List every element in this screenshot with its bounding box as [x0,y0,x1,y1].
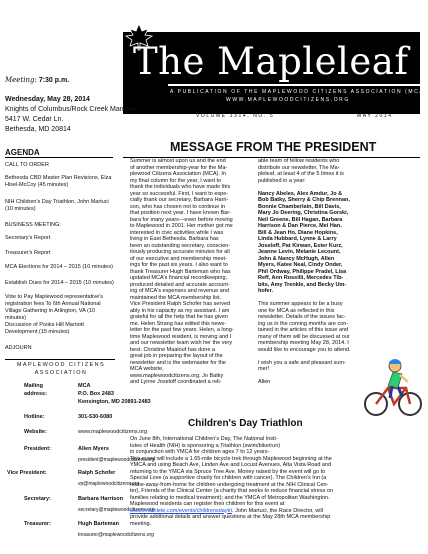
text-line: newsletter and is the webmaster for the [130,359,226,366]
text-fragment: . John Martuci, the Race Director, will [232,507,323,514]
agenda-item: Bethesda CBD Master Plan Revisions, Elza Hisel-McCoy (45 minutes) [5,175,112,188]
agenda-item: BUSINESS MEETING: [5,222,61,228]
text-line: Bill & Jean Ho, Diane Hopkins, [258,229,338,236]
text-line: newsletter. Details of the issues fac- [258,314,346,320]
text-line: bara for many years—even before moving [130,216,233,223]
text-line: Linda Hubbard, Lynne & Larry [258,236,337,242]
text-line: living in East Bethesda. Barbara has [130,236,219,242]
text-line: Joseloff, Pat Kirwan, Ester Kurz, [258,242,343,249]
text-line: Vice President Ralph Schofer has served [130,301,231,307]
hotline-label: Hotline: [24,414,45,420]
text-line: year so successful. First, I want to espe- [130,190,229,197]
address-line-2: P.O. Box 2483 [78,391,114,397]
masthead-rule [168,84,420,86]
triathlon-article [130,436,422,527]
address-label: address: [24,391,47,397]
officer-name: Barbara Harrison [78,496,123,502]
text-line: and Lynne Joseloff coordinated a reli- [130,379,222,385]
text-line: Reff, Ann Rossilli, Mercedes Tib- [258,275,344,281]
text-line: On June 8th, International Children's Day, The National Insti- [130,436,278,442]
agenda-heading: AGENDA [5,148,113,158]
text-line: that position next year. I have known Bar- [130,210,231,216]
text-line: thank Treasurer Hugh Barteman who has [130,268,231,275]
text-line: interested in civic activities while I was [130,229,224,236]
text-line: bits, Amy Trenkle, and Becky Um- [258,281,347,288]
meeting-street: 5417 W. Cedar Ln. [5,116,64,123]
text-line: I wish you a safe and pleasant sum- [258,359,346,366]
mailing-label: Mailing [24,383,43,389]
meeting-time-value: 7:30 p.m. [38,77,70,84]
masthead-website: WWW.MAPLEWOODCITIZENS.ORG [226,97,350,103]
officer-name: Ralph Schofer [78,470,116,476]
text-line: This summer appears to be a busy [258,301,343,307]
text-line: thank the individuals who have made this [130,184,231,190]
meeting-venue: Knights of Columbus/Rock Creek Mansion [5,106,137,113]
triathlon-headline: Children's Day Triathlon [188,418,303,429]
officer-email[interactable]: president@maplewoodcitizens.org [78,457,155,463]
agenda-item: Vote to Pay Maplewood representative's registration fees To 6th Annual National Village Gathering in Arlington, VA (10 minutes) [5,294,103,321]
text-line: Special Love (a supportive charity for children with cancer). The Children's Inn (a [130,475,327,481]
meeting-label: Meeting: [5,76,37,84]
officer-email[interactable]: treasurer@maplewoodcitizens.org [78,532,154,538]
text-line: home-away-from-home for children undergoing treatment at the NIH Clinical Cen- [130,481,329,488]
hotline-number: 301-530-6080 [78,414,113,420]
child-cyclist-icon [362,358,424,418]
issue-date: MAY 2014 [357,113,393,119]
agenda-item: Secretary's Report [5,235,51,241]
address-line-1: MCA [78,383,91,389]
association-heading: MAPLEWOOD CITIZENS [16,362,106,368]
text-line: Maplewood residents can register their children for this event at [130,501,285,507]
registration-link[interactable]: www.imathlete.com/events/childrensdaytri [130,507,233,514]
officer-email[interactable]: vp@maplewoodcitizens.org [78,481,140,487]
officer-role: Vice President: [7,470,47,476]
volume-line: VOLUME 1314, NO. 5 [196,113,275,119]
text-line: to Maplewood in 2001. Her mother got me [130,223,233,229]
text-line: in conjunction with YMCA for children ages 7 to 12 years- [130,449,270,455]
text-line: son, who has chosen not to continue in [130,203,226,210]
agenda-item: Establish Dues for 2014 – 2015 (10 minutes) [5,280,114,286]
text-line: ter), Friends of the Clinical Center (a charity that seeks to reduce financial stress on [130,488,333,494]
text-line: ing us in the coming months are con- [258,320,349,327]
president-message-headline: MESSAGE FROM THE PRESIDENT [170,140,377,154]
text-line: many of them will be discussed at our [258,333,350,340]
meeting-city: Bethesda, MD 20814 [5,126,71,133]
text-line: plewood Citizens Association (MCA). In [130,171,226,177]
text-line: This event will include a 1.65-mile bicycle trek through Maplewood beginning at the [130,455,332,462]
text-line: pleleaf, at least 4 of the 5 times it is [258,171,344,177]
meeting-date: Wednesday, May 28, 2014 [5,96,90,103]
text-line: grateful for all the help that he has given [130,314,228,320]
text-line: Jeanne Levin, Melanie Lecount, [258,249,341,255]
text-line: time Maplewood resident, is moving and I [130,333,232,340]
publication-line: A PUBLICATION OF THE MAPLEWOOD CITIZENS ASSOCIATION (MCA) [170,89,428,95]
meeting-time [5,76,69,85]
text-line: Phil Ordway, Philippe Pradel, Lisa [258,268,347,275]
officer-role: Secretary: [24,496,51,502]
text-line: ably in his capacity as my assistant. I am [130,307,230,314]
text-line: John & Nancy McHugh, Allen [258,255,335,262]
text-line: been an outstanding secretary, conscien- [130,242,231,249]
text-line: tutes of Health (NIH) is sponsoring a Triathlon (swim/bike/run) [130,442,281,449]
text-line: produced detailed and accurate account- [130,281,230,288]
agenda-item: ADJOURN [5,345,32,351]
text-line: letter for the past few years. Helen, a long- [130,327,234,333]
text-line: returning to the YMCA via Spruce Tree Ave. Money raised by the event will go to [130,468,326,475]
officer-role: President: [24,446,51,452]
agenda-item: Treasurer's Report [5,250,51,256]
text-line: would like to encourage you to attend. [258,346,351,353]
text-line: Summer is almost upon us and the end [130,158,226,164]
text-line: meeting. [130,520,152,527]
text-line: www.maplewoodcitizens.org. Jo Batky [130,372,224,379]
text-line: provide additional details and answer questions at the May 28th MCA membership [130,514,331,520]
officer-name: Hugh Barteman [78,521,119,527]
text-line: published in a year: [258,177,306,184]
text-line: Bob Batky, Sherry & Chip Brennan, [258,197,350,203]
text-line: Nancy Abeles, Alex Amdur, Jo & [258,190,343,197]
text-line: Harrison & Dan Pierce, Mei Han, [258,223,342,229]
text-line: families relating to medical treatment); and the YMCA of Metropolitan Washington. [130,494,330,501]
text-line: Myers, Katee Neal, Cindy Onder, [258,262,343,268]
text-line: me. Helen Strang has edited this news- [130,320,226,327]
text-line: of another membership-year for the Ma- [130,164,228,171]
text-line: of our executive and membership meet- [130,255,227,262]
text-line: tained in the articles of this issue and [258,327,349,333]
association-heading-2: ASSOCIATION [34,370,88,376]
text-line: distribute our newsletter, The Ma- [258,164,340,171]
divider [5,359,115,360]
text-line: updated MCA's financial recordkeeping, [130,275,228,281]
agenda-item: CALL TO ORDER [5,162,49,168]
text-line: Neil Greene, Bill Hagan, Barbara [258,216,343,223]
text-line: MCA website, [130,366,164,372]
president-message-column-2 [258,158,423,386]
president-message-column-1 [130,158,255,386]
text-line: ings for the past six years. I also want to [130,262,228,268]
text-line: ing of MCA's expenses and revenue and [130,288,229,294]
website-link[interactable]: www.maplewoodcitizens.org [78,429,148,435]
text-line: YMCA and using Beach Ave, Linden Ave and Locust Avenues, Alta Vista Road and [130,462,332,468]
text-line: and our newsletter team wish her the very [130,340,233,346]
text-line: tiously producing accurate minutes for all [130,249,230,255]
text-line: my final column for the year, I want to [130,177,222,184]
text-line: membership meeting May 28, 2014. I [258,340,349,346]
text-line: one for MCA as reflected in this [258,307,335,314]
text-line: great job in preparing the layout of the [130,353,223,359]
address-line-3: Kensington, MD 20891-2483 [78,399,151,405]
text-line: Mary Jo Deering, Christina Gorski, [258,210,349,216]
officer-email[interactable]: secretary@maplewoodcitizens.org [78,507,155,513]
text-line: mer! [258,366,269,372]
masthead-underline [123,108,420,109]
agenda-item: MCA Elections for 2014 – 2015 (10 minutes) [5,264,113,270]
text-line: Allen [258,379,271,385]
agenda-item: NIH Children's Day Triathlon, John Martuci (10 minutes) [5,199,109,212]
officer-name: Allen Myers [78,446,109,452]
text-line: maintained the MCA membership list. [130,294,222,301]
agenda-item: Discussion of Pooks Hill Marriott Development (15 minutes) [5,322,84,335]
text-line: able team of fellow residents who [258,158,340,164]
newsletter-title: The Mapleleaf [133,40,409,83]
text-line: hofer. [258,288,273,294]
officer-role: Treasurer: [24,521,51,527]
website-label: Website: [24,429,47,435]
text-line: cially thank our secretary, Barbara Harri- [130,197,229,203]
text-line: Bonnie Chamberlain, Bill Davis, [258,203,341,210]
text-line: best. Christine Maalouf has done a [130,346,215,353]
